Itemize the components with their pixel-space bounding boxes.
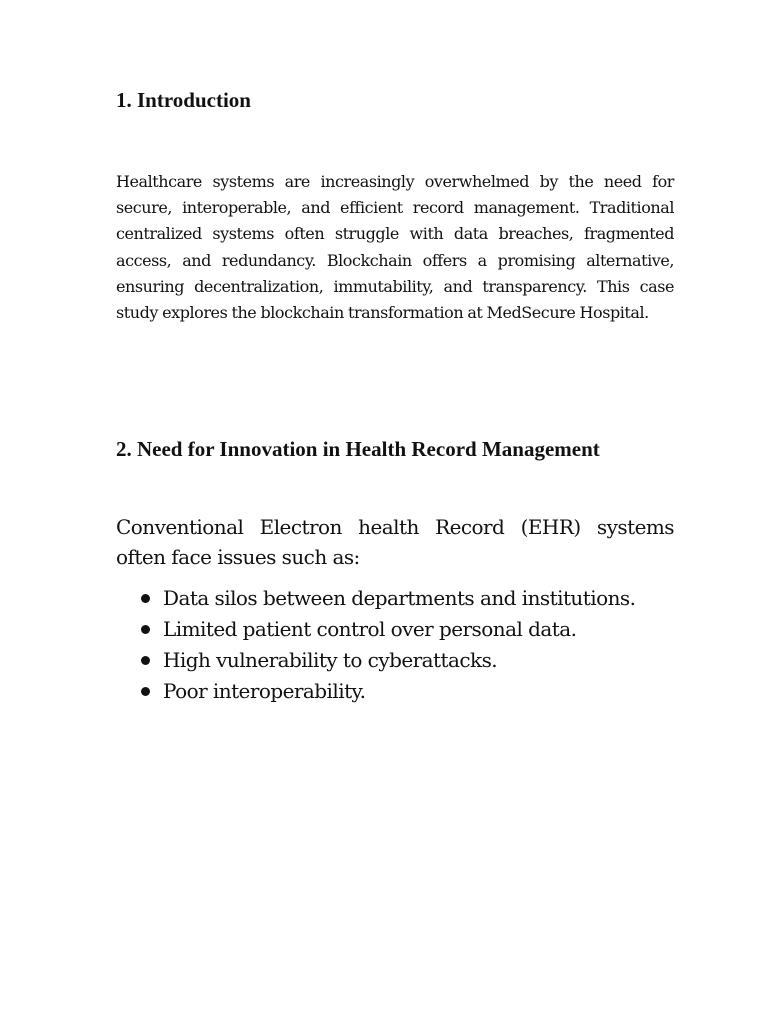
list-item (116, 677, 674, 708)
list-item-text: Data silos between departments and institutions. (163, 586, 636, 610)
list-item-text: Poor interoperability. (163, 679, 366, 703)
introduction-paragraph: Healthcare systems are increasingly overwhelmed by the need for secure, interoperable, and efficient record management. Traditional centralized systems often struggle with data breaches, fragmented access, and redundancy. Blockchain offers a promising alternative, ensuring decentralization, immutability, and transparency. This case study explores the blockchain transformation at MedSecure Hospital. (116, 172, 674, 323)
ehr-issues-intro-paragraph: Conventional Electron health Record (EHR) systems often face issues such as: (116, 515, 674, 569)
list-item-text: High vulnerability to cyberattacks. (163, 648, 498, 672)
list-item (116, 584, 674, 615)
ehr-issues-list (116, 584, 674, 708)
bullet-icon (141, 687, 150, 696)
bullet-icon (141, 656, 150, 665)
section-heading-introduction: 1. Introduction (116, 88, 251, 112)
list-item (116, 615, 674, 646)
bullet-icon (141, 625, 150, 634)
list-item-text: Limited patient control over personal data. (163, 617, 577, 641)
section-heading-need-for-innovation: 2. Need for Innovation in Health Record Management (116, 437, 600, 461)
list-item (116, 646, 674, 677)
bullet-icon (141, 594, 150, 603)
